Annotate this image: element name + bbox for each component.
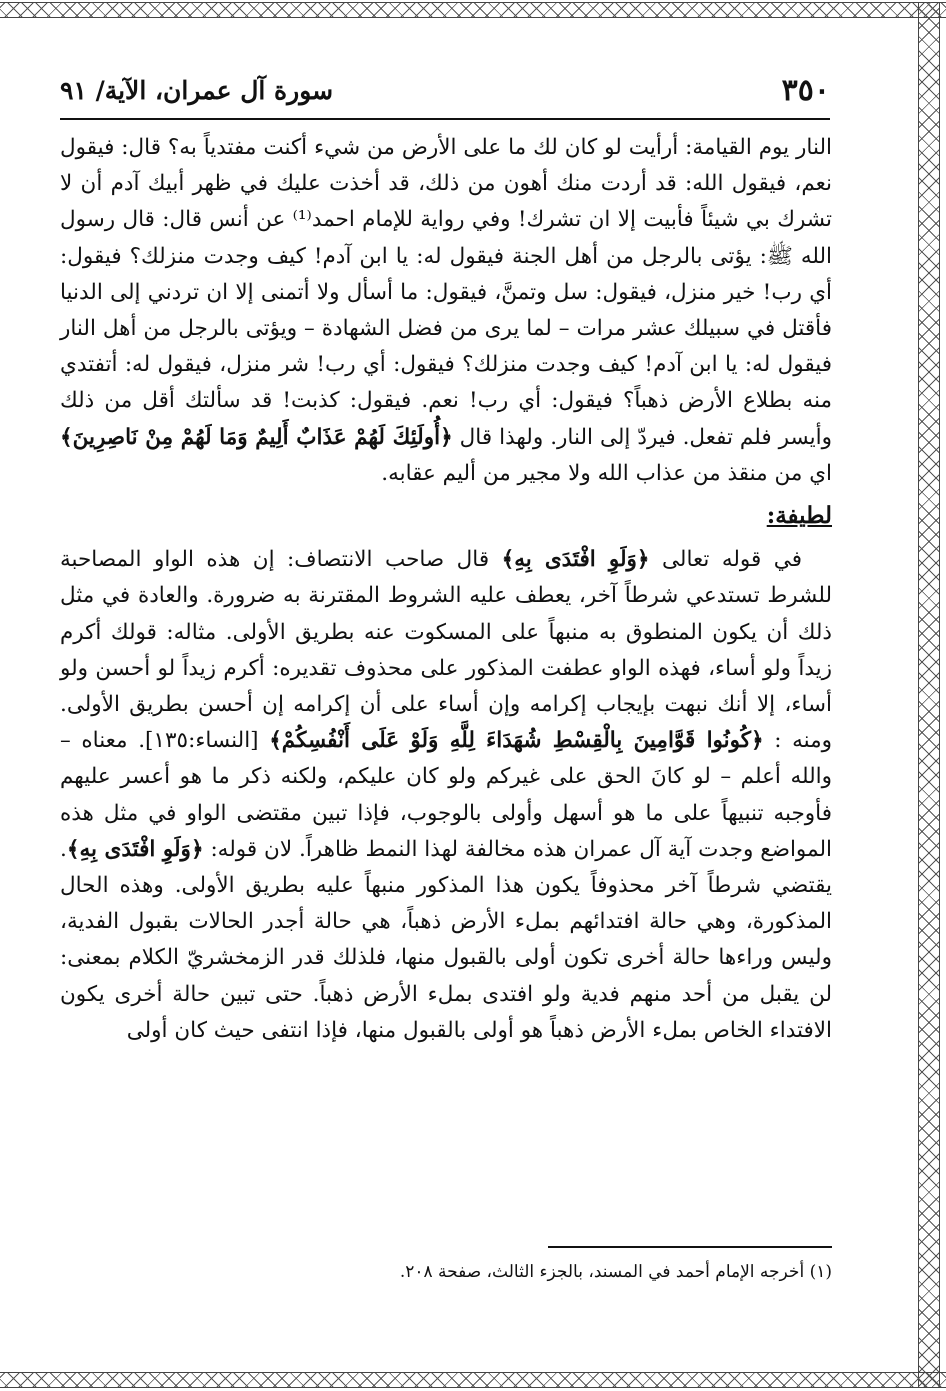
paragraph-hadith: [60, 130, 832, 492]
decorative-border-top: [0, 2, 946, 18]
paragraph-text: . يقتضي شرطاً آخر محذوفاً يكون هذا المذكور منبهاً عليه بطريق الأولى. وهذه الحال المذكورة، وهي حالة افتدائهم بملء الأرض ذهباً، هي حالة أجدر الحالات بقبول الفدية، وليس وراءها حالة أخرى تكون أولى بالقبول منها، فلذلك قدر الزمخشريّ الكلام بمعنى: لن يقبل من أحد منهم فدية ولو افتدى بملء الأرض ذهباً. حتى تبين حالة أخرى يكون الافتداء الخاص بملء الأرض ذهباً هو أولى بالقبول منها، فإذا انتفى حيث كان أولى: [60, 836, 832, 1043]
page-header: [60, 62, 830, 120]
quran-verse: ﴿وَلَوِ افْتَدَى بِهِ﴾: [501, 547, 650, 573]
paragraph-text: في قوله تعالى: [649, 547, 803, 573]
decorative-border-bottom: [0, 1372, 946, 1388]
running-title: سورة آل عمران، الآية/ ٩١: [60, 75, 334, 105]
footnote-divider: [548, 1246, 832, 1248]
quran-verse: ﴿كُونُوا قَوَّامِينَ بِالْقِسْطِ شُهَدَاءَ لِلَّهِ وَلَوْ عَلَى أَنْفُسِكُمْ﴾: [269, 728, 764, 754]
footnote: (١) أخرجه الإمام أحمد في المسند، بالجزء الثالث، صفحة ٢٠٨.: [399, 1262, 832, 1282]
paragraph-text: قال صاحب الانتصاف: إن هذه الواو المصاحبة للشرط تستدعي شرطاً آخر، يعطف عليه الشروط المقترنة به ضرورة. والعادة في مثل ذلك أن يكون المنطوق به منبهاً على المسكوت عنه بطريق الأولى. مثاله: قولك أكرم زيداً ولو أساء، فهذه الواو عطفت المذكور على محذوف تقديره: أكرم زيداً لو أحسن ولو أساء، إلا أنك نبهت بإيجاب إكرامه وإن أساء على أن إكرامه إن أحسن بطريق الأولى. ومنه :: [60, 547, 832, 754]
page-number: ٣٥٠: [781, 72, 830, 108]
decorative-border-right: [918, 2, 940, 1388]
paragraph-text: اي من منقذ من عذاب الله ولا مجير من أليم عقابه.: [381, 460, 832, 486]
quran-verse: ﴿وَلَوِ افْتَدَى بِهِ﴾: [66, 836, 204, 862]
paragraph-commentary: [60, 542, 832, 1049]
page-body: [60, 130, 832, 1049]
paragraph-text: النار يوم القيامة: أرأيت لو كان لك ما على الأرض من شيء أكنت مفتدياً به؟ قال: فيقول نعم، فيقول الله: قد أردت منك أهون من ذلك، قد أخذت عليك في ظهر أبيك آدم أن لا تشرك بي شيئاً فأبيت إلا ان تشرك! وفي رواية للإمام احمد⁽¹⁾ عن أنس قال: قال رسول الله ﷺ: يؤتى بالرجل من أهل الجنة فيقول له: يا ابن آدم! كيف وجدت منزلك؟ فيقول: أي رب! خير منزل، فيقول: سل وتمنَّ، فيقول: ما أسأل ولا أتمنى إلا ان تردني إلى الدنيا فأقتل في سبيلك عشر مرات – لما يرى من فضل الشهادة – ويؤتى بالرجل من أهل النار فيقول له: يا ابن آدم! كيف وجدت منزلك؟ فيقول: أي رب! شر منزل، فيقول له: أتفتدي منه بطلاع الأرض ذهباً؟ فيقول: أي رب! نعم. فيقول: كذبت! قد سألتك أقل من ذلك وأيسر فلم تفعل. فيردّ إلى النار. ولهذا قال: [60, 135, 832, 450]
paragraph-text: [النساء:١٣٥]. معناه – والله أعلم – لو كانَ الحق على غيركم ولو كان عليكم، ولكنه ذكر ما هو أعسر عليهم فأوجبه تنبيهاً على ما هو أسهل وأولى بالوجوب، فإذا تبين مقتضى الواو في مثل هذه المواضع وجدت آية آل عمران هذه مخالفة لهذا النمط ظاهراً. لان قوله:: [60, 728, 832, 862]
quran-verse: ﴿أُولَئِكَ لَهُمْ عَذَابٌ أَلِيمٌ وَمَا لَهُمْ مِنْ نَاصِرِينَ﴾: [60, 424, 453, 450]
section-heading: لطيفة:: [766, 502, 832, 530]
